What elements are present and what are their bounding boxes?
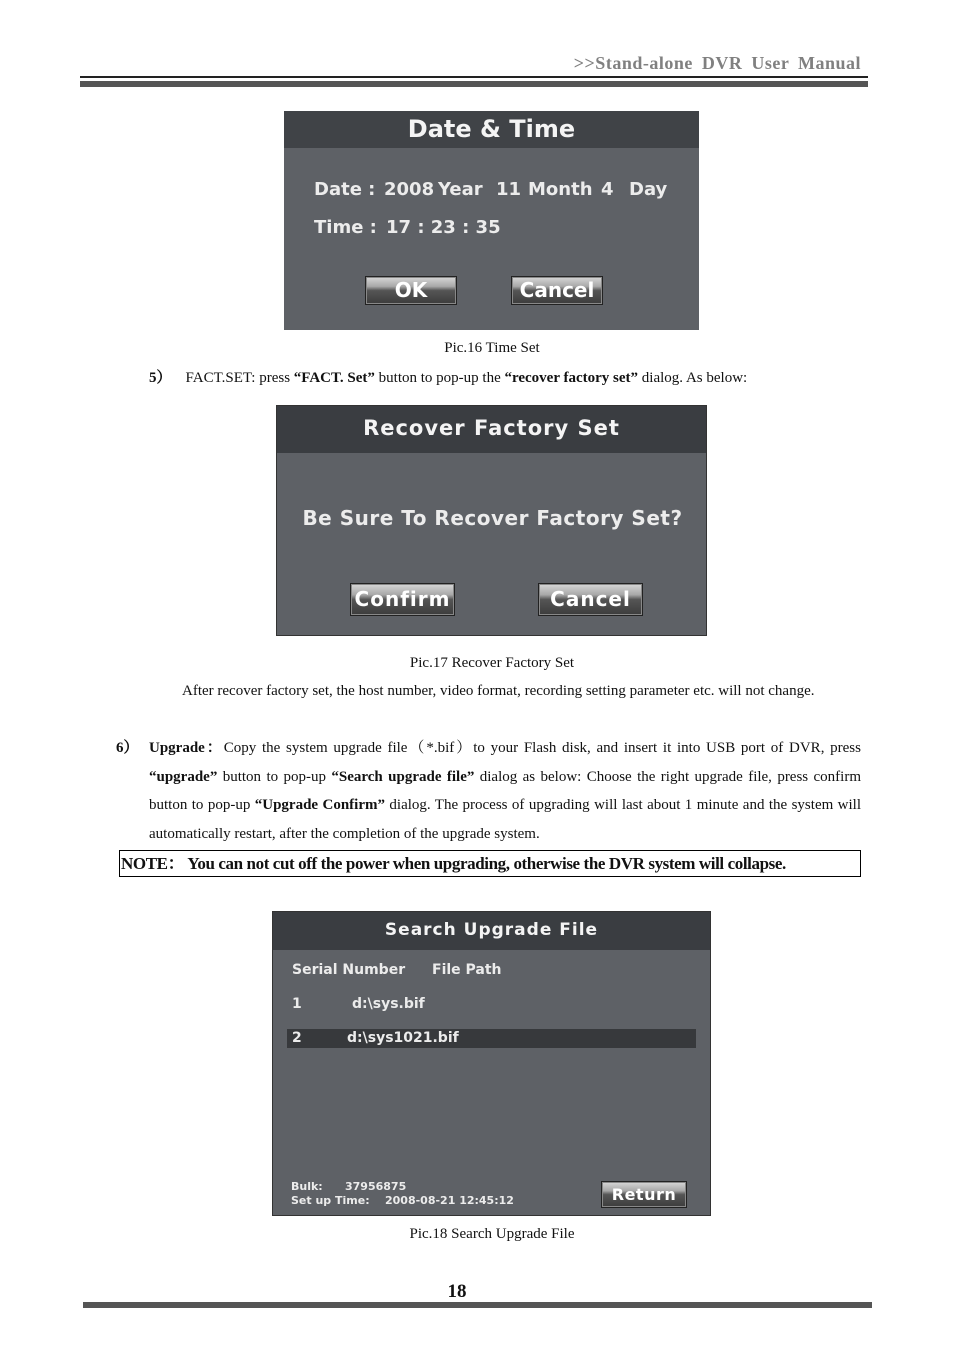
item-6-text-4: dialog. The process of upgrading will last about 1 minute and the system will automatically restart, after the completion of the upgrade system.	[149, 797, 862, 842]
year-label: Year	[438, 179, 483, 200]
item-5-bold-1: “FACT. Set”	[293, 370, 375, 386]
item-5-text-2: button to pop-up the	[374, 370, 505, 386]
setup-time-value: 2008-08-21 12:45:12	[385, 1194, 514, 1207]
time-label: Time :	[314, 217, 377, 238]
dialog-title: Search Upgrade File	[273, 912, 710, 950]
month-value[interactable]: 11	[496, 179, 522, 200]
time-value[interactable]: 17 : 23 : 35	[386, 217, 501, 238]
item-6-separator: ：	[204, 740, 224, 756]
dialog-title: Recover Factory Set	[277, 406, 706, 453]
item-5-paragraph	[149, 364, 869, 393]
dialog-title: Date & Time	[284, 111, 699, 148]
caption-pic17: Pic.17 Recover Factory Set	[409, 655, 575, 671]
recover-factory-dialog	[276, 405, 707, 636]
confirm-button[interactable]: Confirm	[350, 583, 455, 616]
file-row-path: d:\sys1021.bif	[347, 1030, 459, 1046]
bulk-label: Bulk:	[291, 1180, 323, 1193]
file-row-path: d:\sys.bif	[352, 996, 425, 1012]
item-6-bold-4: “Upgrade Confirm”	[254, 797, 385, 813]
running-header: >>Stand-alone DVR User Manual	[573, 53, 861, 73]
item-6-bold-2: “upgrade”	[149, 768, 218, 785]
header-rule-thin	[80, 76, 868, 78]
date-time-dialog	[284, 111, 699, 330]
item-6-bold-3: “Search upgrade file”	[331, 768, 475, 785]
search-upgrade-dialog	[272, 911, 711, 1216]
item-5-bold-2: “recover factory set”	[504, 370, 639, 386]
item-6-number: 6）	[116, 740, 139, 756]
day-value[interactable]: 4	[601, 179, 614, 200]
month-label: Month	[528, 179, 593, 200]
confirm-question: Be Sure To Recover Factory Set?	[302, 506, 683, 530]
year-value[interactable]: 2008	[384, 179, 435, 200]
date-label: Date :	[314, 179, 376, 200]
return-button[interactable]: Return	[601, 1181, 687, 1208]
ok-button[interactable]: OK	[365, 276, 457, 305]
caption-pic16: Pic.16 Time Set	[444, 340, 540, 356]
cancel-button[interactable]: Cancel	[511, 276, 603, 305]
item-5-number: 5）	[149, 370, 172, 386]
item-5-text-1: FACT.SET: press	[185, 370, 294, 386]
footer-rule	[83, 1302, 872, 1308]
bulk-value: 37956875	[345, 1180, 407, 1193]
column-file-path: File Path	[432, 962, 502, 978]
after-factory-paragraph: After recover factory set, the host number, video format, recording setting parameter etc. will not change.	[182, 683, 815, 699]
caption-pic18: Pic.18 Search Upgrade File	[409, 1226, 575, 1242]
item-6-bold-1: Upgrade	[149, 740, 205, 756]
item-6-paragraph	[149, 734, 861, 848]
item-6-text-1: Copy the system upgrade file（*.bif）to your Flash disk, and insert it into USB port of DVR, press	[223, 740, 861, 756]
day-label: Day	[629, 179, 668, 200]
column-serial-number: Serial Number	[292, 962, 406, 978]
file-row-serial: 2	[292, 1030, 302, 1046]
item-5-text-3: dialog. As below:	[638, 370, 748, 386]
header-rule-thick	[80, 81, 868, 87]
item-6-text-3: dialog as below: Choose the right upgrade file, press confirm button to pop-up	[149, 768, 862, 813]
warning-note: NOTE： You can not cut off the power when upgrading, otherwise the DVR system will collapse.	[119, 850, 861, 877]
file-row-serial: 1	[292, 996, 302, 1012]
item-6-text-2: button to pop-up	[217, 768, 332, 785]
setup-time-label: Set up Time:	[291, 1194, 370, 1207]
cancel-button[interactable]: Cancel	[538, 583, 643, 616]
file-row[interactable]	[287, 992, 696, 1016]
file-row-selected[interactable]	[287, 1029, 696, 1048]
page-number: 18	[447, 1281, 467, 1302]
